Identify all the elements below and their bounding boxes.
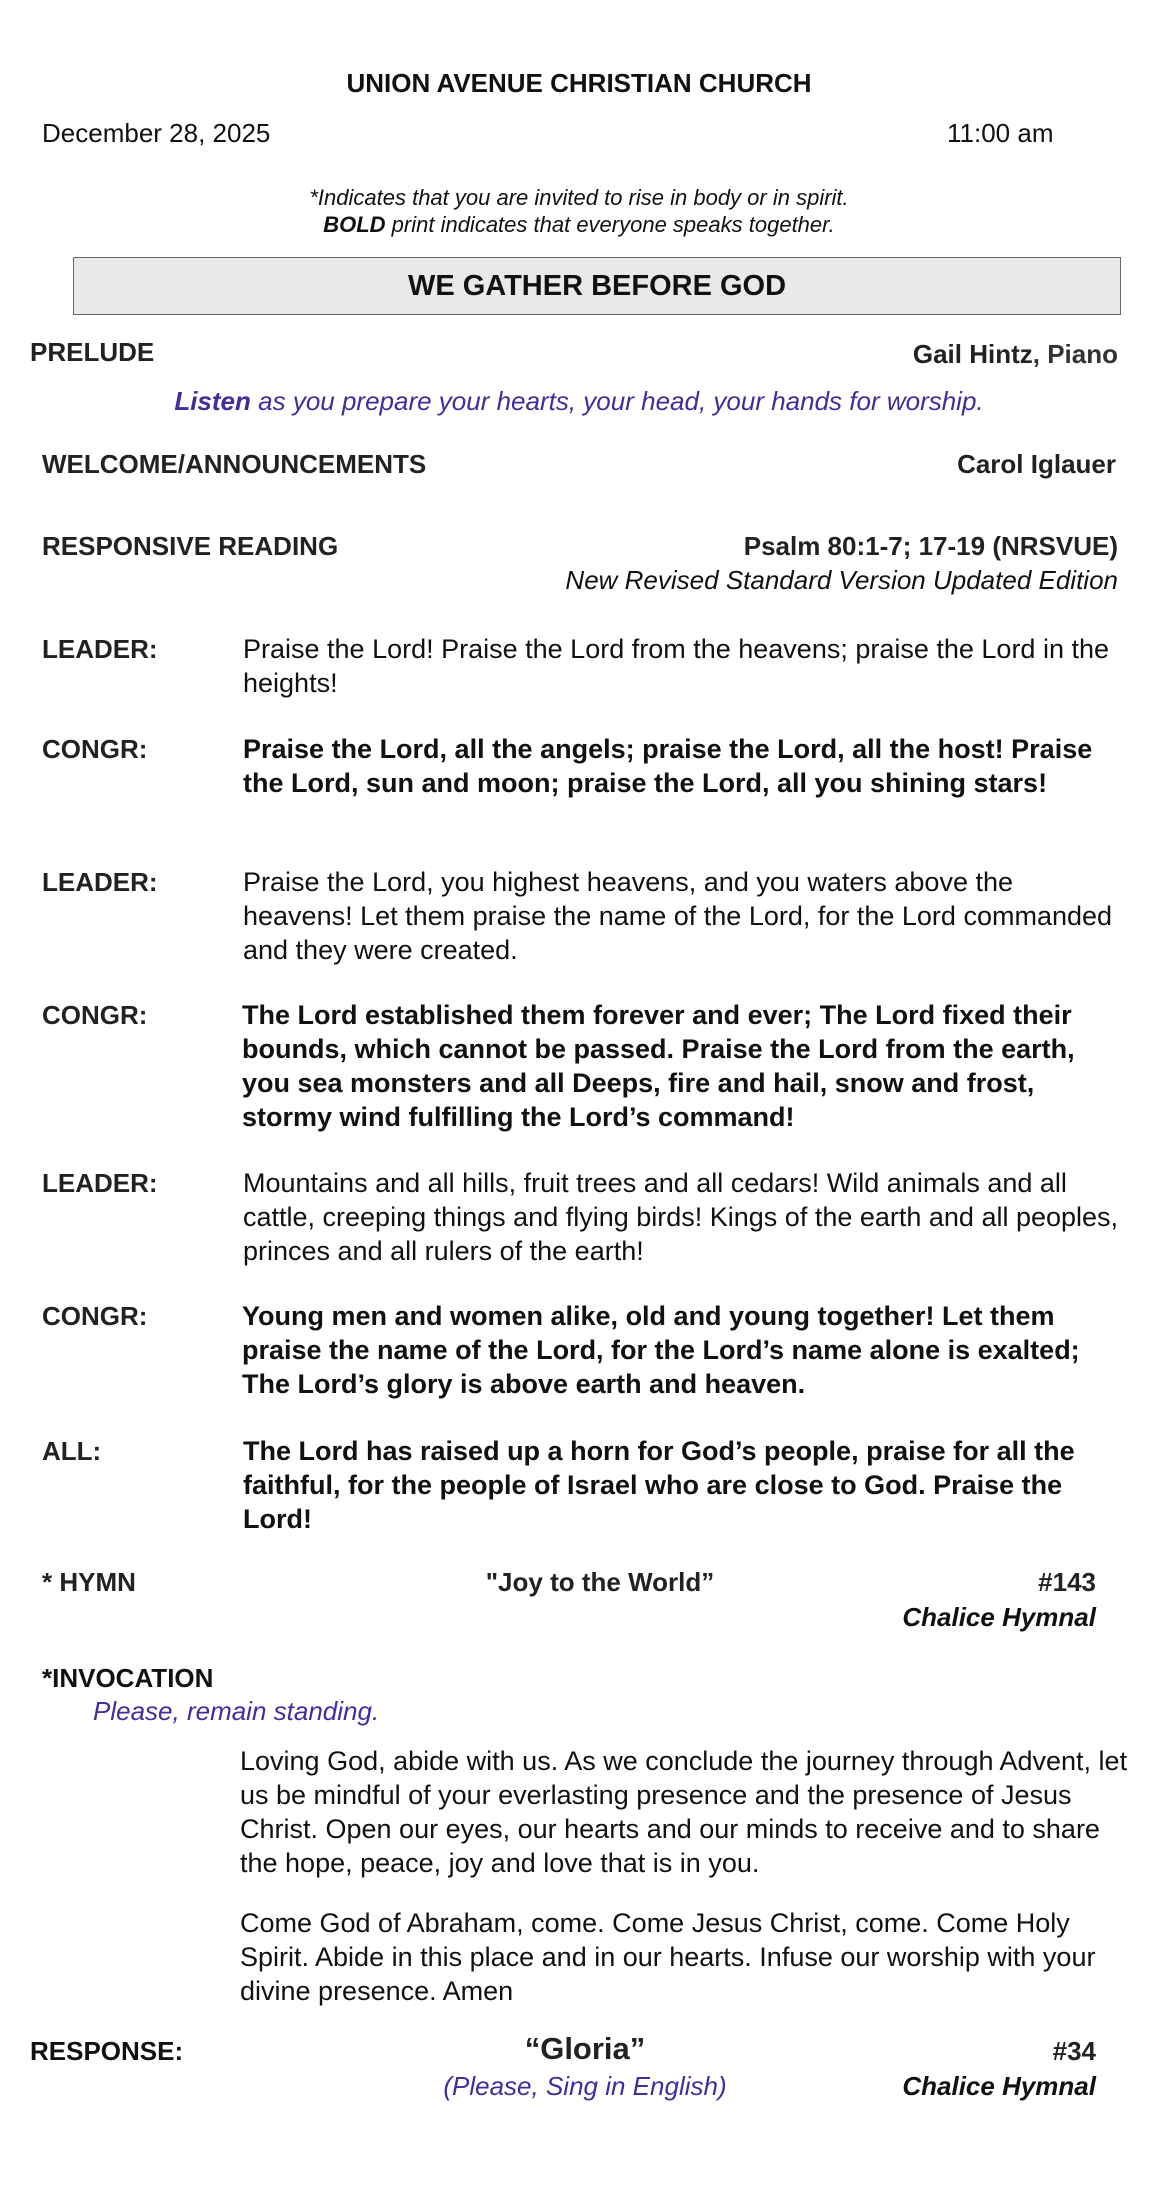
bold-note-text: print indicates that everyone speaks together.: [385, 212, 835, 237]
congregation-line: The Lord established them forever and ever; The Lord fixed their bounds, which cannot be passed. Praise the Lord from the earth, you sea monsters and all Deeps, fire and hail, snow and frost, stormy wind fulfilling the Lord’s command!: [242, 1000, 1075, 1132]
speaker-label: CONGR:: [42, 1301, 148, 1331]
response-book: Chalice Hymnal: [902, 2071, 1096, 2101]
welcome-leader: Carol Iglauer: [957, 449, 1116, 479]
invocation-paragraph: Loving God, abide with us. As we conclude the journey through Advent, let us be mindful of your everlasting presence and the presence of Jesus Christ. Open our eyes, our hearts and our minds to receive and to share the hope, peace, joy and love that is in you.: [240, 1746, 1128, 1878]
hymn-title: "Joy to the World”: [485, 1567, 715, 1597]
speaker-label: CONGR:: [42, 1000, 148, 1030]
hymn-number: #143: [1038, 1567, 1096, 1597]
leader-line: Praise the Lord! Praise the Lord from the heavens; praise the Lord in the heights!: [243, 634, 1110, 698]
leader-line: Praise the Lord, you highest heavens, and you waters above the heavens! Let them praise the name of the Lord, for the Lord commanded and they were created.: [243, 867, 1113, 965]
reading-version: New Revised Standard Version Updated Edition: [565, 565, 1118, 595]
leader-line: Mountains and all hills, fruit trees and all cedars! Wild animals and all cattle, creeping things and flying birds! Kings of the earth and all peoples, princes and all rulers of the earth!: [243, 1168, 1119, 1266]
hymn-book: Chalice Hymnal: [902, 1602, 1096, 1632]
welcome-label: WELCOME/ANNOUNCEMENTS: [42, 449, 427, 479]
service-date: December 28, 2025: [42, 118, 271, 148]
speaker-label: CONGR:: [42, 734, 148, 764]
invocation-paragraph: Come God of Abraham, come. Come Jesus Christ, come. Come Holy Spirit. Abide in this place and in our hearts. Infuse our worship with your divine presence. Amen: [240, 1908, 1096, 2006]
rise-note: *Indicates that you are invited to rise in body or in spirit.: [309, 185, 849, 210]
listen-text: as you prepare your hearts, your head, your hands for worship.: [250, 386, 984, 416]
church-name: UNION AVENUE CHRISTIAN CHURCH: [346, 68, 812, 98]
prelude-label: PRELUDE: [30, 337, 155, 367]
section-title: WE GATHER BEFORE GOD: [407, 269, 787, 302]
invocation-label: *INVOCATION: [42, 1663, 214, 1693]
response-title: “Gloria”: [524, 2031, 646, 2066]
reading-reference: Psalm 80:1-7; 17-19 (NRSVUE): [743, 531, 1118, 561]
prelude-performer-line: [913, 337, 1118, 371]
speaker-label: ALL:: [42, 1436, 102, 1466]
speaker-label: LEADER:: [42, 867, 158, 897]
bold-note-keyword: BOLD: [323, 212, 386, 237]
service-time: 11:00 am: [947, 118, 1054, 148]
reading-label: RESPONSIVE READING: [42, 531, 339, 561]
congregation-line: Young men and women alike, old and young together! Let them praise the name of the Lord, for the Lord’s name alone is exalted; The Lord’s glory is above earth and heaven.: [242, 1301, 1080, 1399]
congregation-line: Praise the Lord, all the angels; praise the Lord, all the host! Praise the Lord, sun and moon; praise the Lord, all you shining stars!: [243, 734, 1093, 798]
prelude-instrument: , Piano: [1032, 339, 1118, 369]
listen-word: Listen: [174, 386, 251, 416]
hymn-label: * HYMN: [42, 1567, 136, 1597]
response-instruction: (Please, Sing in English): [443, 2071, 727, 2101]
invocation-instruction: Please, remain standing.: [93, 1696, 380, 1726]
response-number: #34: [1052, 2036, 1096, 2066]
speaker-label: LEADER:: [42, 1168, 158, 1198]
speaker-label: LEADER:: [42, 634, 158, 664]
section-heading: [73, 257, 1121, 315]
unison-line: The Lord has raised up a horn for God’s people, praise for all the faithful, for the people of Israel who are close to God. Praise the Lord!: [243, 1436, 1075, 1534]
prelude-performer: Gail Hintz: [912, 339, 1033, 369]
response-label: RESPONSE:: [30, 2036, 184, 2066]
bold-note: [0, 210, 1158, 239]
prelude-instruction: [0, 384, 1158, 418]
